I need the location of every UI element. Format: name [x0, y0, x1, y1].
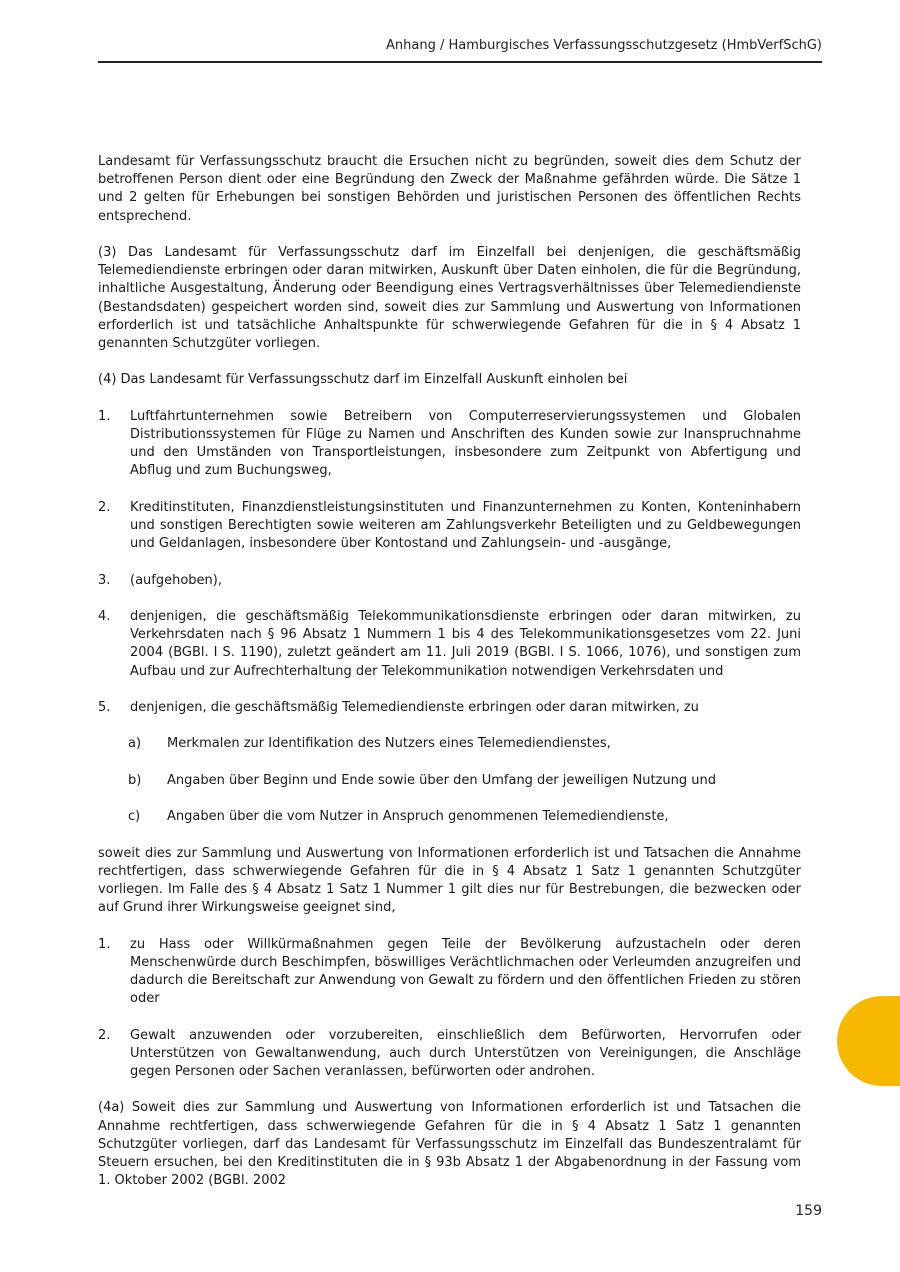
- sublist-text: Angaben über die vom Nutzer in Anspruch genommenen Telemediendienste,: [167, 809, 669, 825]
- paragraph-4: (4) Das Landesamt für Verfassungsschutz darf im Einzelfall Auskunft einholen bei: [98, 372, 628, 388]
- list-item: [98, 572, 801, 590]
- list-item: [98, 408, 801, 481]
- list-item: [98, 699, 801, 717]
- running-header: Anhang / Hamburgisches Verfassungsschutzgesetz (HmbVerfSchG): [386, 38, 822, 53]
- list-number: 1.: [98, 408, 111, 424]
- sublist-item: [128, 772, 801, 790]
- list-item: [98, 608, 801, 681]
- list-text: Kreditinstituten, Finanzdienstleistungsinstituten und Finanzunternehmen zu Konten, Konteninhabern und sonstigen Berechtigten sowie weiteren am Zahlungsverkehr Beteiligten und zu Geldbewegungen und Geldanlagen, insbesondere über Kontostand und Zahlungsein- und -ausgänge,: [130, 499, 801, 552]
- list-item: [98, 936, 801, 1009]
- sublist-item: [128, 808, 801, 826]
- list-text: denjenigen, die geschäftsmäßig Telemediendienste erbringen oder daran mitwirken, zu: [130, 699, 699, 715]
- list-item: [98, 1027, 801, 1082]
- paragraph-after-list: soweit dies zur Sammlung und Auswertung von Informationen erforderlich ist und Tatsachen die Annahme rechtfertigen, dass schwerwiegende Gefahren für die in § 4 Absatz 1 Satz 1 genannten Schutzgüter vorliegen. Im Falle des § 4 Absatz 1 Satz 1 Nummer 1 gilt dies nur für Bestrebungen, die bezwecken oder auf Grund ihrer Wirkungsweise geeignet sind,: [98, 845, 801, 916]
- sublist-letter: b): [128, 772, 142, 788]
- list-text: (aufgehoben),: [130, 572, 222, 588]
- page-body: [98, 153, 801, 1209]
- list-text: zu Hass oder Willkürmaßnahmen gegen Teile der Bevölkerung aufzustacheln oder deren Menschenwürde durch Beschimpfen, böswilliges Verächtlichmachen oder Verleumden anzugreifen und dadurch die Bereitschaft zur Anwendung von Gewalt zu fördern und den öffentlichen Frieden zu stören oder: [130, 936, 801, 1007]
- page-number: 159: [795, 1203, 822, 1219]
- sublist-text: Merkmalen zur Identifikation des Nutzers eines Telemediendienstes,: [167, 736, 611, 752]
- sublist-letter: c): [128, 809, 141, 825]
- list-number: 2.: [98, 499, 111, 515]
- intro-paragraph: Landesamt für Verfassungsschutz braucht die Ersuchen nicht zu begründen, soweit dies dem Schutz der betroffenen Person dient oder eine Begründung den Zweck der Maßnahme gefährden würde. Die Sätze 1 und 2 gelten für Erhebungen bei sonstigen Behörden und juristischen Personen des öffentlichen Rechts entsprechend.: [98, 154, 801, 224]
- sublist-item: [128, 735, 801, 753]
- list-number: 3.: [98, 572, 111, 588]
- list-number: 5.: [98, 699, 111, 715]
- sublist-letter: a): [128, 736, 142, 752]
- thumb-tab-marker: [837, 996, 900, 1086]
- header-rule: [98, 61, 822, 63]
- list-text: Luftfahrtunternehmen sowie Betreibern von Computerreservierungssystemen und Globalen Distributionssystemen für Flüge zu Namen und Anschriften des Kunden sowie zur Inanspruchnahme und den Umständen von Transportleistungen, insbesondere zum Zeitpunkt von Abfertigung und Abflug und zum Buchungsweg,: [130, 408, 801, 479]
- list-number: 1.: [98, 936, 111, 952]
- list-text: denjenigen, die geschäftsmäßig Telekommunikationsdienste erbringen oder daran mitwirken, zu Verkehrsdaten nach § 96 Absatz 1 Nummern 1 bis 4 des Telekommunikationsgesetzes vom 22. Juni 2004 (BGBl. I S. 1190), zuletzt geändert am 11. Juli 2019 (BGBl. I S. 1066, 1076), und sonstigen zum Aufbau und zur Aufrechterhaltung der Telekommunikation notwendigen Verkehrsdaten und: [130, 608, 801, 679]
- list-item: [98, 499, 801, 554]
- paragraph-3: (3) Das Landesamt für Verfassungsschutz darf im Einzelfall bei denjenigen, die geschäftsmäßig Telemediendienste erbringen oder daran mitwirken, Auskunft über Daten einholen, die für die Begründung, inhaltliche Ausgestaltung, Änderung oder Beendigung eines Vertragsverhältnisses über Telemediendienste (Bestandsdaten) gespeichert worden sind, soweit dies zur Sammlung und Auswertung von Informationen erforderlich ist und tatsächliche Anhaltspunkte für schwerwiegende Gefahren für die in § 4 Absatz 1 genannten Schutzgüter vorliegen.: [98, 245, 801, 352]
- list-text: Gewalt anzuwenden oder vorzubereiten, einschließlich dem Befürworten, Hervorrufen oder Unterstützen von Gewaltanwendung, auch durch Unterstützen von Vereinigungen, die Anschläge gegen Personen oder Sachen veranlassen, befürworten oder androhen.: [130, 1027, 801, 1079]
- list-number: 2.: [98, 1027, 111, 1043]
- sublist-text: Angaben über Beginn und Ende sowie über den Umfang der jeweiligen Nutzung und: [167, 772, 716, 788]
- paragraph-4a: (4a) Soweit dies zur Sammlung und Auswertung von Informationen erforderlich ist und Tatsachen die Annahme rechtfertigen, dass schwerwiegende Gefahren für die in § 4 Absatz 1 Satz 1 genannten Schutzgüter vorliegen, darf das Landesamt für Verfassungsschutz im Einzelfall das Bundeszentralamt für Steuern ersuchen, bei den Kreditinstituten die in § 93b Absatz 1 der Abgabenordnung in der Fassung vom 1. Oktober 2002 (BGBl. 2002: [98, 1100, 801, 1189]
- list-number: 4.: [98, 608, 111, 624]
